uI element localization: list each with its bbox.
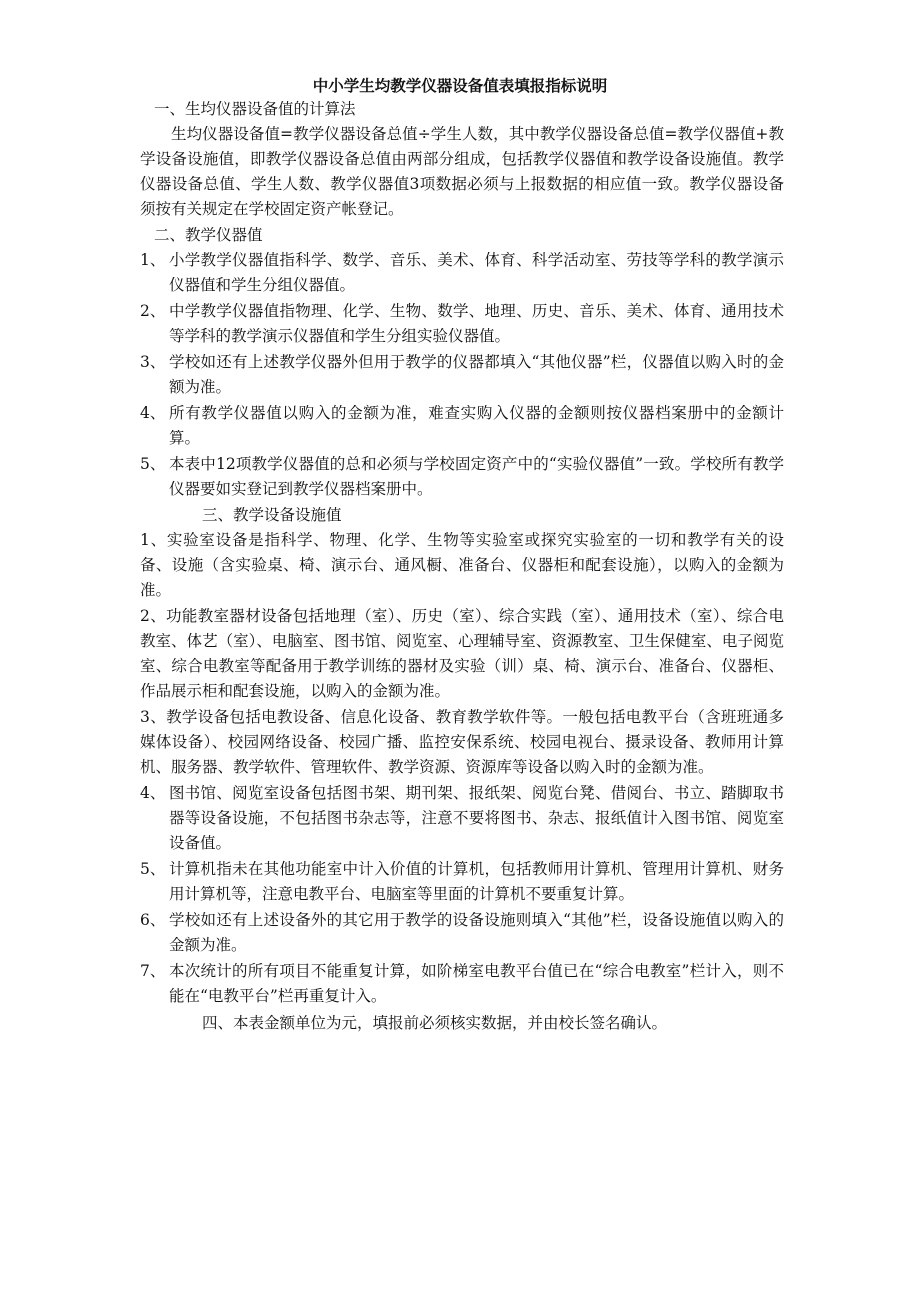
list-item — [140, 401, 784, 451]
list-item-text: 学校如还有上述教学仪器外但用于教学的仪器都填入“其他仪器”栏，仪器值以购入时的金额为准。 — [169, 353, 784, 396]
list-item — [140, 299, 784, 349]
list-item-text: 图书馆、阅览室设备包括图书架、期刊架、报纸架、阅览台凳、借阅台、书立、踏脚取书器等设备设施，不包括图书杂志等，注意不要将图书、杂志、报纸值计入图书馆、阅览室设备值。 — [169, 784, 784, 852]
list-item-number: 5、 — [140, 455, 166, 473]
section-1-paragraph: 生均仪器设备值=教学仪器设备总值÷学生人数，其中教学仪器设备总值=教学仪器值+教学设备设施值，即教学仪器设备总值由两部分组成，包括教学仪器值和教学设备设施值。教学仪器设备总值、学生人数、教学仪器值3项数据必须与上报数据的相应值一致。教学仪器设备须按有关规定在学校固定资产帐登记。 — [140, 125, 784, 218]
list-item-number: 5、 — [140, 860, 166, 878]
list-item-text: 计算机指未在其他功能室中计入价值的计算机，包括教师用计算机、管理用计算机、财务用计算机等，注意电教平台、电脑室等里面的计算机不要重复计算。 — [169, 860, 784, 903]
plain-list-item: 2、功能教室器材设备包括地理（室）、历史（室）、综合实践（室）、通用技术（室）、综合电教室、体艺（室）、电脑室、图书馆、阅览室、心理辅导室、资源教室、卫生保健室、电子阅览室、综合电教室等配备用于教学训练的器材及实验（训）桌、椅、演示台、准备台、仪器柜、作品展示柜和配套设施，以购入的金额为准。 — [140, 607, 784, 700]
document-title: 中小学生均教学仪器设备值表填报指标说明 — [312, 77, 608, 95]
list-item-text: 本次统计的所有项目不能重复计算，如阶梯室电教平台值已在“综合电教室”栏计入，则不能在“电教平台”栏再重复计入。 — [169, 962, 784, 1005]
list-item-number: 7、 — [140, 962, 166, 980]
section-3-heading: 三、教学设备设施值 — [202, 506, 342, 524]
list-item-number: 6、 — [140, 911, 166, 929]
list-item — [140, 908, 784, 958]
list-item — [140, 350, 784, 400]
list-item-number: 3、 — [140, 353, 166, 371]
list-item-text: 小学教学仪器值指科学、数学、音乐、美术、体育、科学活动室、劳技等学科的教学演示仪器值和学生分组仪器值。 — [169, 251, 784, 294]
list-item-number: 4、 — [140, 404, 166, 422]
list-item — [140, 452, 784, 502]
list-item-number: 2、 — [140, 302, 166, 320]
plain-list-item: 1、实验室设备是指科学、物理、化学、生物等实验室或探究实验室的一切和教学有关的设备、设施（含实验桌、椅、演示台、通风橱、准备台、仪器柜和配套设施），以购入的金额为准。 — [140, 531, 784, 599]
plain-list-item: 3、教学设备包括电教设备、信息化设备、教育教学软件等。一般包括电教平台（含班班通多媒体设备）、校园网络设备、校园广播、监控安保系统、校园电视台、摄录设备、教师用计算机、服务器、教学软件、管理软件、教学资源、资源库等设备以购入时的金额为准。 — [140, 708, 784, 776]
list-item-text: 中学教学仪器值指物理、化学、生物、数学、地理、历史、音乐、美术、体育、通用技术等学科的教学演示仪器值和学生分组实验仪器值。 — [169, 302, 784, 345]
list-item-number: 4、 — [140, 784, 166, 802]
list-item-number: 1、 — [140, 251, 166, 269]
list-item-text: 学校如还有上述设备外的其它用于教学的设备设施则填入“其他”栏，设备设施值以购入的金额为准。 — [169, 911, 784, 954]
list-item — [140, 959, 784, 1009]
list-item — [140, 857, 784, 907]
list-item — [140, 781, 784, 856]
list-item — [140, 248, 784, 298]
list-item-text: 本表中12项教学仪器值的总和必须与学校固定资产中的“实验仪器值”一致。学校所有教学仪器要如实登记到教学仪器档案册中。 — [169, 455, 784, 498]
section-1-heading: 一、生均仪器设备值的计算法 — [154, 100, 356, 118]
document-body — [140, 97, 784, 1036]
list-item-text: 所有教学仪器值以购入的金额为准，难查实购入仪器的金额则按仪器档案册中的金额计算。 — [169, 404, 784, 447]
section-4-note: 四、本表金额单位为元，填报前必须核实数据，并由校长签名确认。 — [202, 1014, 668, 1032]
section-2-heading: 二、教学仪器值 — [154, 226, 263, 244]
